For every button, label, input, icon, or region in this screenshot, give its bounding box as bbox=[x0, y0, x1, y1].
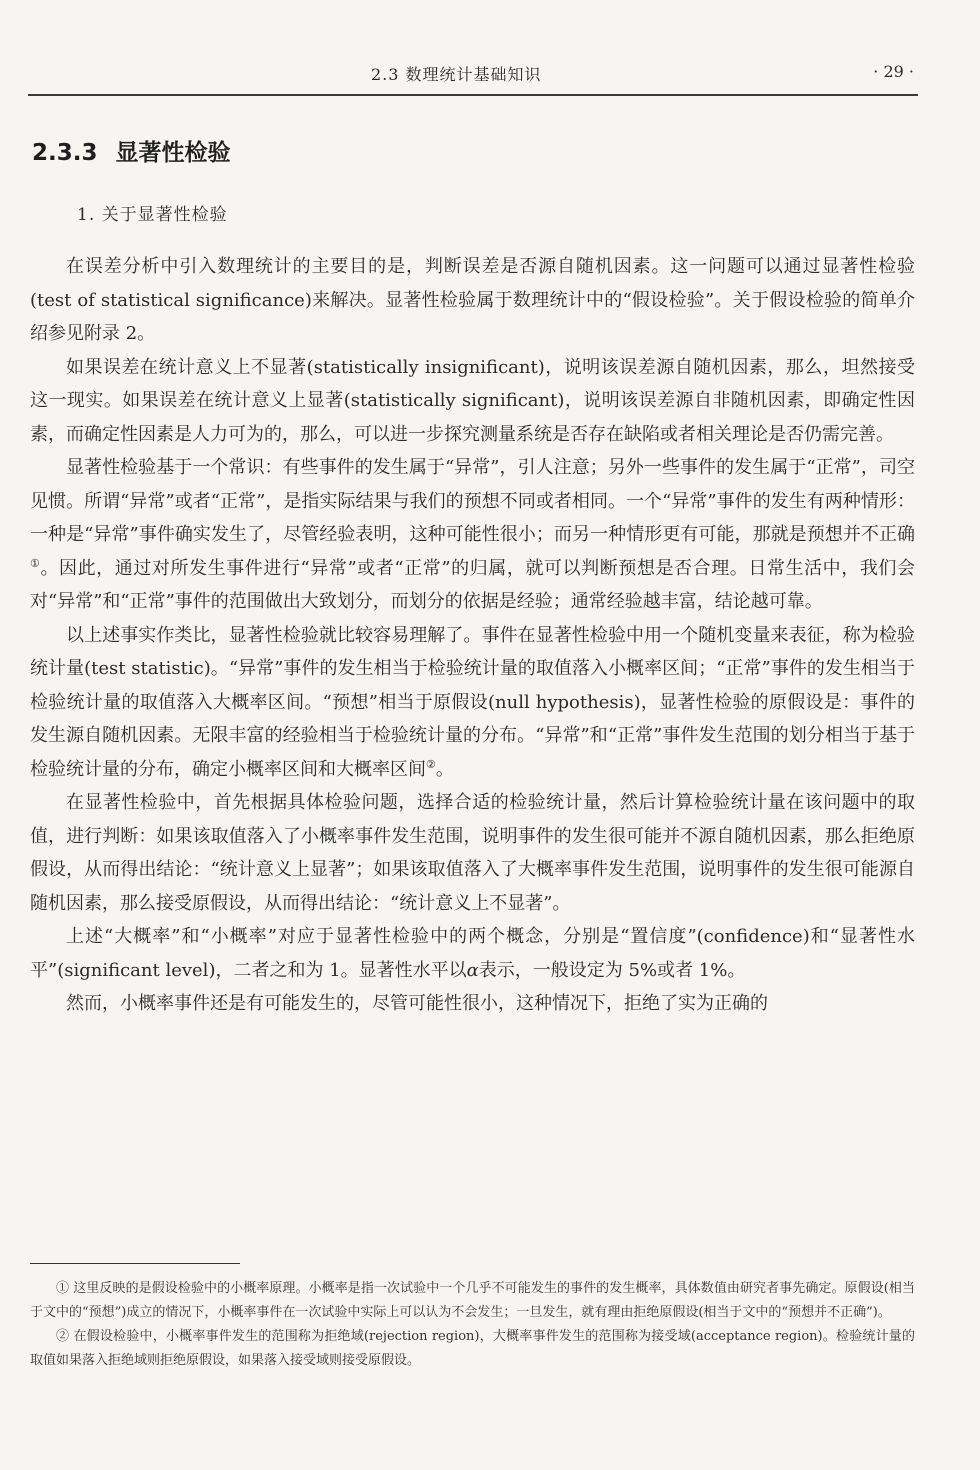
section-heading bbox=[32, 134, 231, 167]
footnote-divider bbox=[30, 1263, 240, 1264]
paragraph-text: 。 bbox=[435, 758, 454, 780]
paragraph-text: 。因此，通过对所发生事件进行“异常”或者“正常”的归属，就可以判断预想是否合理。日常生活中，我们会对“异常”和“正常”事件的范围做出大致划分，而划分的依据是经验；通常经验越丰富，结论越可靠。 bbox=[30, 557, 915, 612]
paragraph-text: 显著性检验基于一个常识：有些事件的发生属于“异常”，引人注意；另外一些事件的发生属于“正常”，司空见惯。所谓“异常”或者“正常”，是指实际结果与我们的预想不同或者相同。一个“异常”事件的发生有两种情形：一种是“异常”事件确实发生了，尽管经验表明，这种可能性很小；而另一种情形更有可能，那就是预想并不正确 bbox=[30, 457, 915, 545]
footnote-2: ② 在假设检验中，小概率事件发生的范围称为拒绝域(rejection region)，大概率事件发生的范围称为接受域(acceptance region)。检验统计量的取值如果落入拒绝域则拒绝原假设，如果落入接受域则接受原假设。 bbox=[30, 1329, 915, 1368]
footnote-ref-2[interactable]: ② bbox=[426, 757, 436, 771]
paragraph: 如果误差在统计意义上不显著(statistically insignificant)，说明该误差源自随机因素，那么，坦然接受这一现实。如果误差在统计意义上显著(statistically significant)，说明该误差源自非随机因素，即确定性因素，而确定性因素是人力可为的，那么，可以进一步探究测量系统是否存在缺陷或者相关理论是否仍需完善。 bbox=[30, 356, 915, 445]
paragraph-text: 上述“大概率”和“小概率”对应于显著性检验中的两个概念，分别是“置信度”(confidence)和“显著性水平”(significant level)，二者之和为 1。显著性水平以 bbox=[30, 926, 915, 981]
footnotes bbox=[30, 1277, 915, 1373]
footnote-1: ① 这里反映的是假设检验中的小概率原理。小概率是指一次试验中一个几乎不可能发生的事件的发生概率，具体数值由研究者事先确定。原假设(相当于文中的“预想”)成立的情况下，小概率事件在一次试验中实际上可以认为不会发生；一旦发生，就有理由拒绝原假设(相当于文中的“预想并不正确”)。 bbox=[30, 1281, 915, 1320]
paragraph-text: 表示，一般设定为 5%或者 1%。 bbox=[478, 959, 746, 981]
paragraph: 在显著性检验中，首先根据具体检验问题，选择合适的检验统计量，然后计算检验统计量在该问题中的取值，进行判断：如果该取值落入了小概率事件发生范围，说明事件的发生很可能并不源自随机因素，那么拒绝原假设，从而得出结论：“统计意义上显著”；如果该取值落入了大概率事件发生范围，说明事件的发生很可能源自随机因素，那么接受原假设，从而得出结论：“统计意义上不显著”。 bbox=[30, 792, 915, 914]
alpha-symbol: α bbox=[466, 959, 479, 981]
paragraph bbox=[30, 451, 915, 619]
paragraph bbox=[30, 920, 915, 987]
paragraph: 然而，小概率事件还是有可能发生的，尽管可能性很小，这种情况下，拒绝了实为正确的 bbox=[66, 993, 768, 1014]
subheading: 1. 关于显著性检验 bbox=[77, 205, 228, 225]
paragraph bbox=[30, 619, 915, 787]
footnote-ref-1[interactable]: ① bbox=[30, 556, 41, 570]
body-text bbox=[30, 250, 915, 1021]
paragraph: 在误差分析中引入数理统计的主要目的是，判断误差是否源自随机因素。这一问题可以通过显著性检验(test of statistical significance)来解决。显著性检验属于数理统计中的“假设检验”。关于假设检验的简单介绍参见附录 2。 bbox=[30, 256, 915, 344]
page-number: · 29 · bbox=[873, 62, 914, 81]
page-header bbox=[28, 58, 918, 96]
running-title: 2.3 数理统计基础知识 bbox=[371, 65, 542, 84]
section-title: 显著性检验 bbox=[115, 140, 231, 166]
paragraph-text: 以上述事实作类比，显著性检验就比较容易理解了。事件在显著性检验中用一个随机变量来表征，称为检验统计量(test statistic)。“异常”事件的发生相当于检验统计量的取值落入小概率区间；“正常”事件的发生相当于检验统计量的取值落入大概率区间。“预想”相当于原假设(null hypothesis)，显著性检验的原假设是：事件的发生源自随机因素。无限丰富的经验相当于检验统计量的分布。“异常”和“正常”事件发生范围的划分相当于基于检验统计量的分布，确定小概率区间和大概率区间 bbox=[30, 624, 915, 780]
section-number: 2.3.3 bbox=[32, 140, 98, 166]
